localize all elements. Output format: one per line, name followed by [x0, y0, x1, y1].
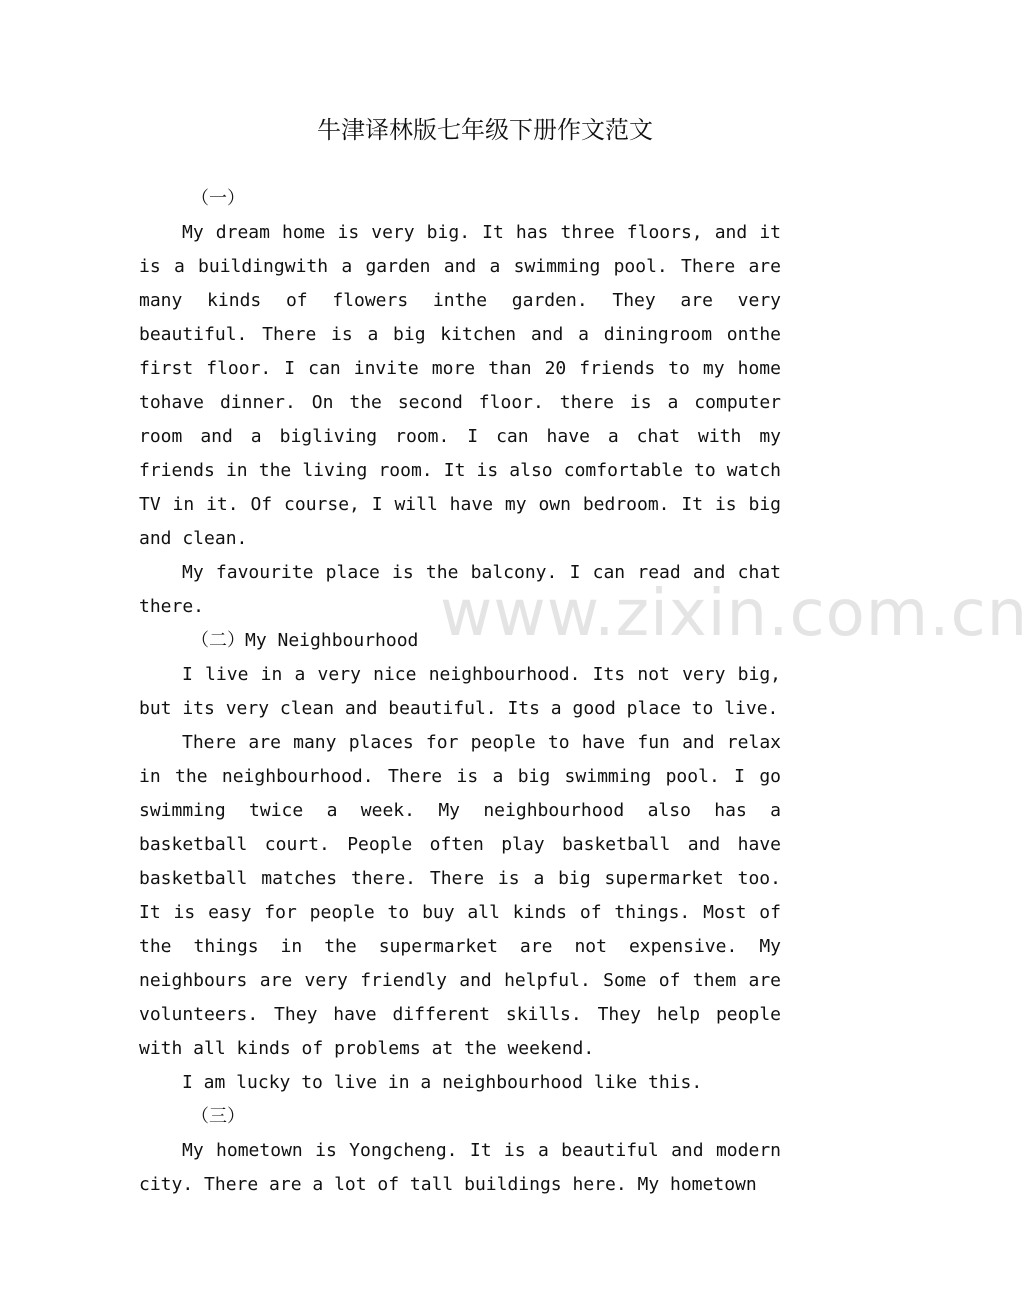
site-watermark: www.zixin.com.cn	[440, 577, 1028, 651]
paragraph: I live in a very nice neighbourhood. Its not very big, but its very clean and beautiful. Its a good place to live.	[139, 664, 781, 719]
document-body	[139, 182, 781, 1202]
paragraph: There are many places for people to have fun and relax in the neighbourhood. There is a big swimming pool. I go swimming twice a week. My neighbourhood also has a basketball court. People often play basketball and have basketball matches there. There is a big supermarket too. It is easy for people to buy all kinds of things. Most of the things in the supermarket are not expensive. My neighbours are very friendly and helpful. Some of them are volunteers. They have different skills. They help people with all kinds of problems at the weekend.	[139, 732, 781, 1059]
paragraph: My favourite place is the balcony. I can read and chat there.	[139, 562, 781, 617]
document-title: 牛津译林版七年级下册作文范文	[317, 116, 653, 144]
section-heading-3: （三）	[191, 1106, 245, 1127]
section-heading-2: （二）My Neighbourhood	[191, 630, 419, 651]
paragraph: I am lucky to live in a neighbourhood like this.	[182, 1072, 703, 1093]
paragraph: My hometown is Yongcheng. It is a beautiful and modern city. There are a lot of tall buildings here. My hometown	[139, 1140, 781, 1195]
section-heading-1: （一）	[191, 188, 245, 209]
paragraph: My dream home is very big. It has three floors, and it is a buildingwith a garden and a swimming pool. There are many kinds of flowers inthe garden. They are very beautiful. There is a big kitchen and a diningroom onthe first floor. I can invite more than 20 friends to my home tohave dinner. On the second floor. there is a computer room and a bigliving room. I can have a chat with my friends in the living room. It is also comfortable to watch TV in it. Of course, I will have my own bedroom. It is big and clean.	[139, 222, 781, 549]
